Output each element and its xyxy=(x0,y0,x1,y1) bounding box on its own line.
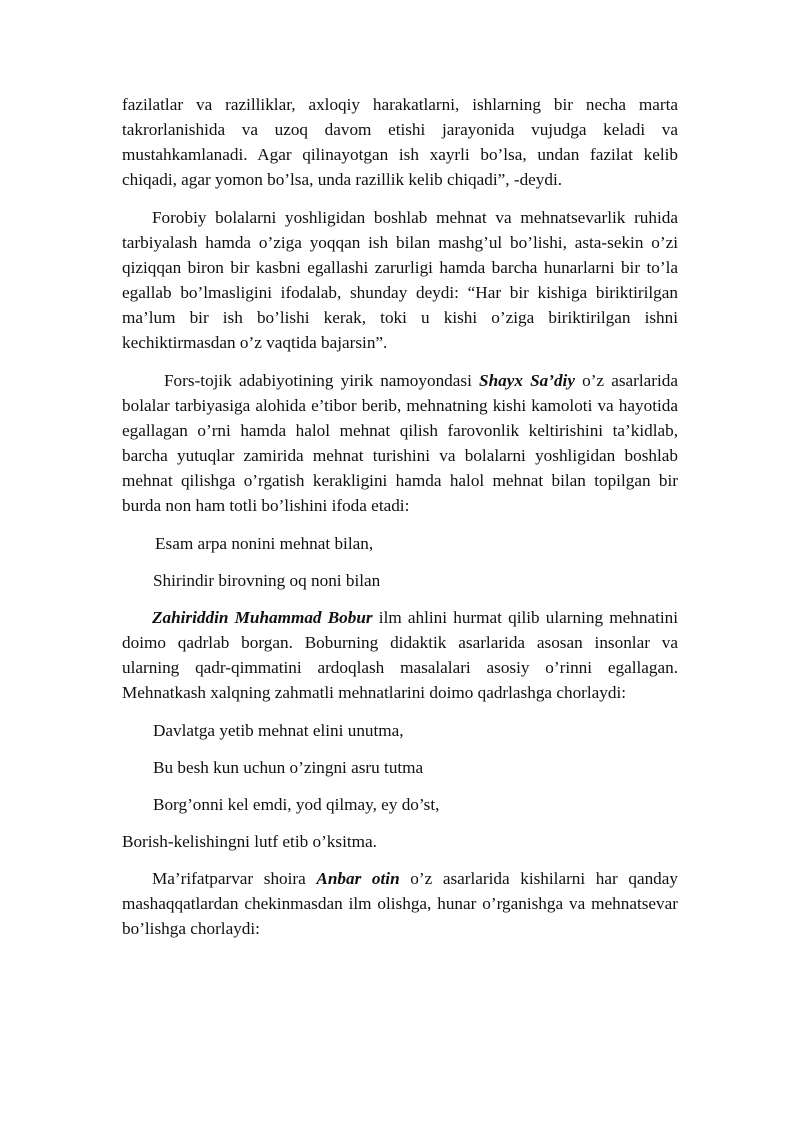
author-name-bobur: Zahiriddin Muhammad Bobur xyxy=(152,608,373,627)
paragraph-sadiy-body: o’z asarlarida bolalar tarbiyasiga alohida e’tibor berib, mehnatning kishi kamoloti va hayotida egallagan o’rni hamda halol mehnat qilish farovonlik keltirishini ta’kidlab, barcha yutuqlar zamirida mehnat turishini va bolalarni yoshligidan boshlab mehnat qilishga o’rgatish kerakligini hamda halol mehnat bilan topilgan bir burda non ham totli bo’lishini ifoda etadi: xyxy=(122,371,678,515)
document-page xyxy=(122,92,678,954)
paragraph-sadiy xyxy=(122,368,678,518)
author-name-sadiy: Shayx Sa’diy xyxy=(479,371,575,390)
paragraph-bobur-body: ilm ahlini hurmat qilib ularning mehnatini doimo qadrlab borgan. Boburning didaktik asarlarida asosan insonlar va ularning qadr-qimmatini ardoqlash masalalari asosiy o’rinni egallagan. Mehnatkash xalqning zahmatli mehnatlarini doimo qadrlashga chorlaydi: xyxy=(122,608,678,702)
verse-line-sadiy-2: Shirindir birovning oq noni bilan xyxy=(153,571,381,590)
paragraph-sadiy-intro: Fors-tojik adabiyotining yirik namoyondasi xyxy=(164,371,480,390)
author-name-anbar-otin: Anbar otin xyxy=(316,869,400,888)
verse-line-bobur-4: Borish-kelishingni lutf etib o’ksitma. xyxy=(122,832,377,851)
paragraph-anbar-intro: Ma’rifatparvar shoira xyxy=(152,869,317,888)
verse-line-sadiy-1: Esam arpa nonini mehnat bilan, xyxy=(155,534,374,553)
verse-line-bobur-2: Bu besh kun uchun o’zingni asru tutma xyxy=(153,758,424,777)
verse-line-bobur-3: Borg’onni kel emdi, yod qilmay, ey do’st, xyxy=(153,795,440,814)
paragraph-anbar-body: o’z asarlarida kishilarni har qanday mashaqqatlardan chekinmasdan ilm olishga, hunar o’rganishga va mehnatsevar bo’lishga chorlaydi: xyxy=(122,869,678,938)
paragraph-fazilat: fazilatlar va razilliklar, axloqiy harakatlarni, ishlarning bir necha marta takrorlanishida va uzoq davom etishi jarayonida vujudga keladi va mustahkamlanadi. Agar qilinayotgan ish xayrli bo’lsa, undan fazilat kelib chiqadi, agar yomon bo’lsa, unda razillik kelib chiqadi”, -deydi. xyxy=(122,95,678,189)
paragraph-forobiy: Forobiy bolalarni yoshligidan boshlab mehnat va mehnatsevarlik ruhida tarbiyalash hamda o’ziga yoqqan ish bilan mashg’ul bo’lishi, asta-sekin o’zi qiziqqan biron bir kasbni egallashi zarurligi hamda barcha hunarlarni bir to’la egallab bo’lmasligini ifodalab, shunday deydi: “Har bir kishiga biriktirilgan ma’lum bir ish bo’lishi kerak, toki u kishi o’ziga biriktirilgan ishni kechiktirmasdan o’z vaqtida bajarsin”. xyxy=(122,208,678,352)
paragraph-anbar-otin xyxy=(122,866,678,941)
verse-line-bobur-1: Davlatga yetib mehnat elini unutma, xyxy=(153,721,404,740)
paragraph-bobur xyxy=(122,605,678,705)
